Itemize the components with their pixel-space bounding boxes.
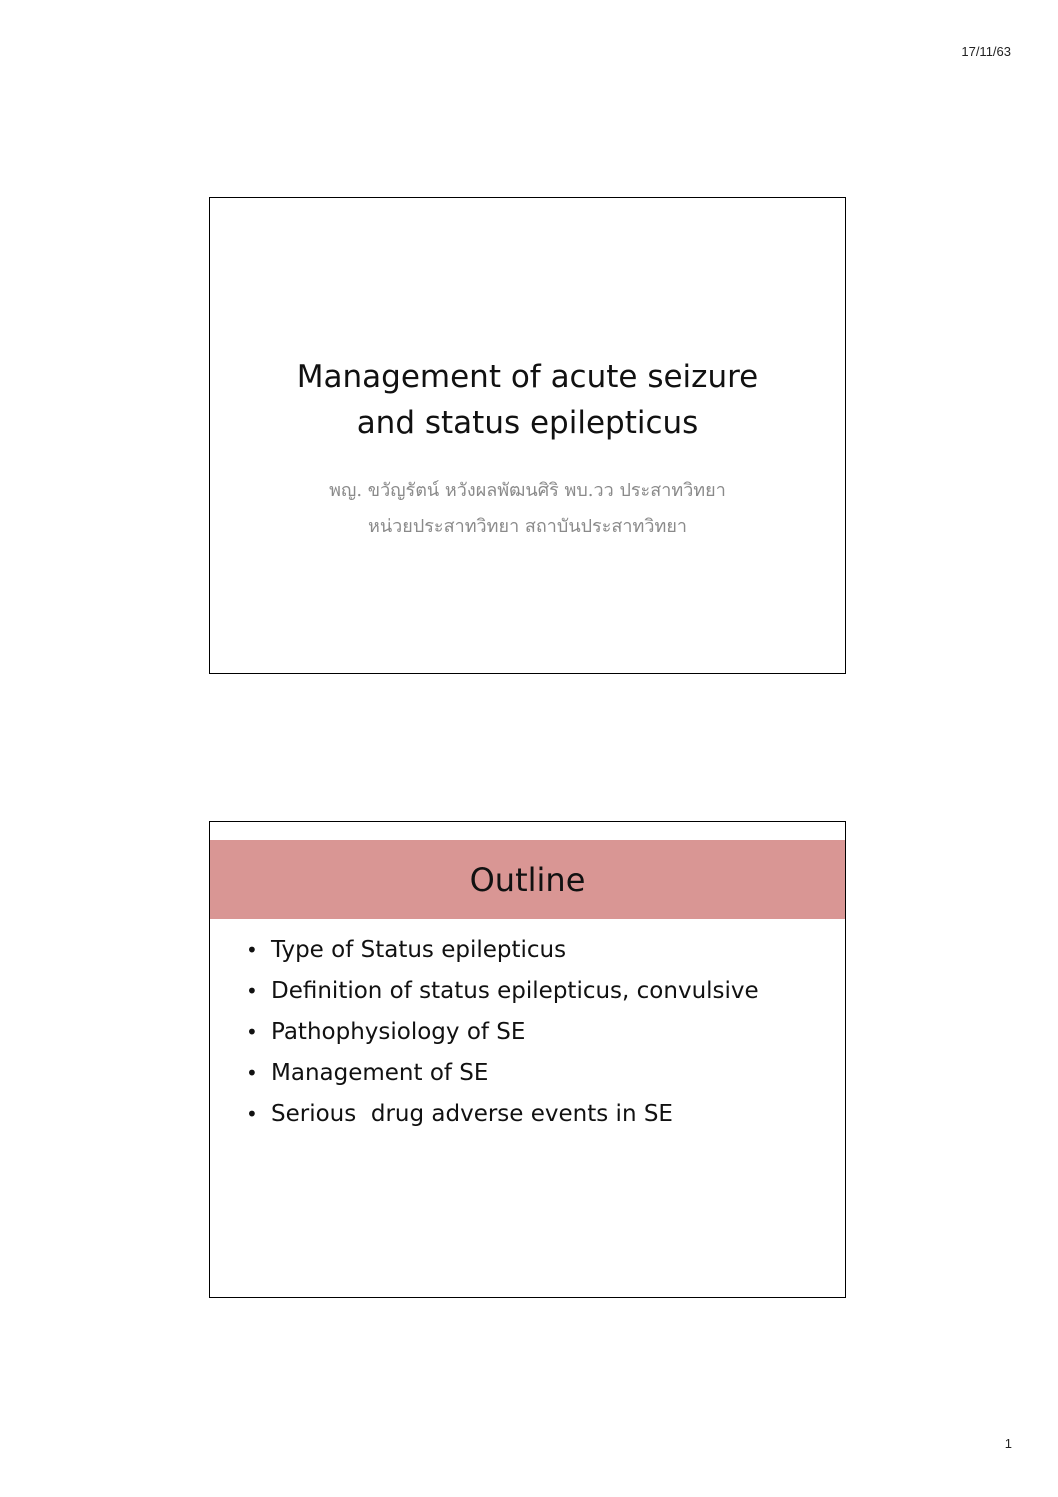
affiliation-line: หน่วยประสาทวิทยา สถาบันประสาทวิทยา <box>368 516 687 537</box>
list-item-text: Serious drug adverse events in SE <box>271 1101 673 1127</box>
list-item <box>246 1012 759 1053</box>
slide-title-line-2: and status epilepticus <box>356 405 699 441</box>
list-item <box>246 930 759 971</box>
author-line: พญ. ขวัญรัตน์ หวังผลพัฒนศิริ พบ.วว ประสาทวิทยา <box>329 480 726 501</box>
bullet-icon: • <box>246 979 258 1003</box>
list-item-text: Type of Status epilepticus <box>271 937 567 963</box>
outline-title: Outline <box>469 860 586 899</box>
page-date: 17/11/63 <box>961 44 1011 59</box>
outline-header-band <box>210 840 845 919</box>
outline-bullet-list <box>246 930 759 1135</box>
bullet-icon: • <box>246 938 258 962</box>
bullet-icon: • <box>246 1061 258 1085</box>
slide-title-line-1: Management of acute seizure <box>296 359 759 395</box>
list-item-text: Definition of status epilepticus, convulsive <box>271 978 759 1004</box>
list-item <box>246 971 759 1012</box>
slide-title-block <box>210 354 845 446</box>
bullet-icon: • <box>246 1020 258 1044</box>
title-slide <box>209 197 846 674</box>
slide-subtitle-block <box>210 473 845 545</box>
list-item <box>246 1094 759 1135</box>
list-item-text: Management of SE <box>271 1060 489 1086</box>
slide-title <box>210 354 845 446</box>
list-item <box>246 1053 759 1094</box>
bullet-icon: • <box>246 1102 258 1126</box>
outline-slide <box>209 821 846 1298</box>
page-number: 1 <box>1004 1436 1012 1451</box>
list-item-text: Pathophysiology of SE <box>271 1019 526 1045</box>
